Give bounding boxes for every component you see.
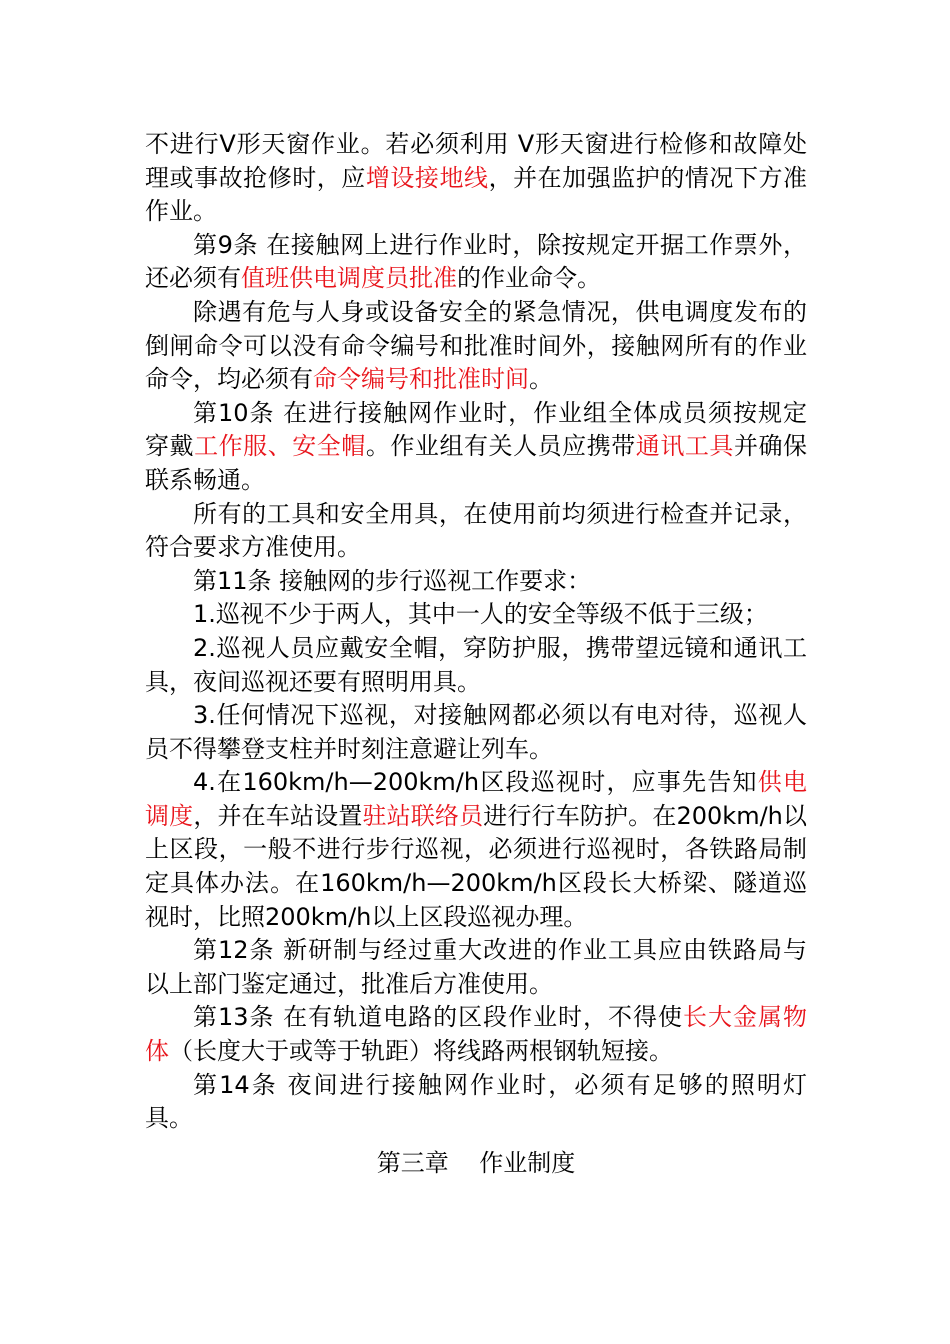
paragraph-text: 并确保联系畅通。 <box>145 432 808 494</box>
highlighted-text: 命令编号和批准时间 <box>313 365 529 394</box>
highlighted-text: 供电调度 <box>145 768 808 830</box>
paragraph-text: 3.任何情况下巡视，对接触网都必须以有电对待，巡视人员不得攀登支柱并时刻注意避让列车。 <box>145 701 807 763</box>
paragraph-text: 第12条 新研制与经过重大改进的作业工具应由铁路局与以上部门鉴定通过，批准后方准使用。 <box>145 936 807 998</box>
paragraph <box>145 1001 807 1068</box>
paragraph <box>145 934 807 1001</box>
paragraph <box>145 296 807 397</box>
paragraph-text: 第14条 夜间进行接触网作业时，必须有足够的照明灯具。 <box>145 1070 807 1133</box>
paragraph-text: 的作业命令。 <box>457 264 601 293</box>
highlighted-text: 值班供电调度员批准 <box>241 264 457 293</box>
paragraph-text: 第10条 在进行接触网作业时，作业组全体成员须按规定穿戴 <box>145 398 807 461</box>
paragraph-text: ，并在车站设置 <box>193 801 363 830</box>
chapter-title: 第三章 作业制度 <box>376 1148 576 1177</box>
paragraph-text: 第9条 在接触网上进行作业时，除按规定开据工作票外，还必须有 <box>145 230 807 293</box>
paragraph <box>145 632 807 699</box>
paragraph <box>145 565 807 599</box>
paragraph-text: 。 <box>529 365 553 394</box>
paragraph-text: 进行行车防护。在200km/h以上区段，一般不进行步行巡视，必须进行巡视时，各铁路局制定具体办法。在160km/h—200km/h区段长大桥梁、隧道巡视时，比照200km/h以上区段巡视办理。 <box>145 801 808 931</box>
paragraph <box>145 397 807 498</box>
paragraph-text: 第11条 接触网的步行巡视工作要求： <box>193 566 592 595</box>
paragraph <box>145 128 807 229</box>
highlighted-text: 通讯工具 <box>635 432 734 461</box>
paragraph-text: 除遇有危与人身或设备安全的紧急情况，供电调度发布的倒闸命令可以没有命令编号和批准时间外，接触网所有的作业命令，均必须有 <box>145 297 807 394</box>
highlighted-text: 增设接地线 <box>365 163 489 192</box>
paragraph <box>145 498 807 565</box>
paragraph-text: 第13条 在有轨道电路的区段作业时，不得使 <box>193 1003 684 1032</box>
highlighted-text: 工作服、安全帽 <box>194 432 366 461</box>
highlighted-text: 驻站联络员 <box>362 801 484 830</box>
document-body <box>145 128 807 1136</box>
paragraph <box>145 229 807 296</box>
paragraph-text: 4.在160km/h—200km/h区段巡视时，应事先告知 <box>193 768 758 797</box>
highlighted-text: 长大金属物体 <box>145 1003 808 1066</box>
paragraph <box>145 598 807 632</box>
paragraph-text: 所有的工具和安全用具，在使用前均须进行检查并记录，符合要求方准使用。 <box>145 499 807 562</box>
paragraph-text: 。作业组有关人员应携带 <box>365 432 636 461</box>
paragraph <box>145 766 807 934</box>
paragraph <box>145 1069 807 1136</box>
paragraph-text: ，并在加强监护的情况下方准作业。 <box>145 163 808 226</box>
document-page <box>145 128 807 1180</box>
paragraph-text: （长度大于或等于轨距）将线路两根钢轨短接。 <box>169 1037 673 1066</box>
paragraph-text: 不进行V形天窗作业。若必须利用 V形天窗进行检修和故障处理或事故抢修时，应 <box>145 130 807 192</box>
paragraph-text: 1.巡视不少于两人，其中一人的安全等级不低于三级； <box>193 600 768 629</box>
paragraph-text: 2.巡视人员应戴安全帽，穿防护服，携带望远镜和通讯工具，夜间巡视还要有照明用具。 <box>145 633 807 696</box>
paragraph <box>145 699 807 766</box>
